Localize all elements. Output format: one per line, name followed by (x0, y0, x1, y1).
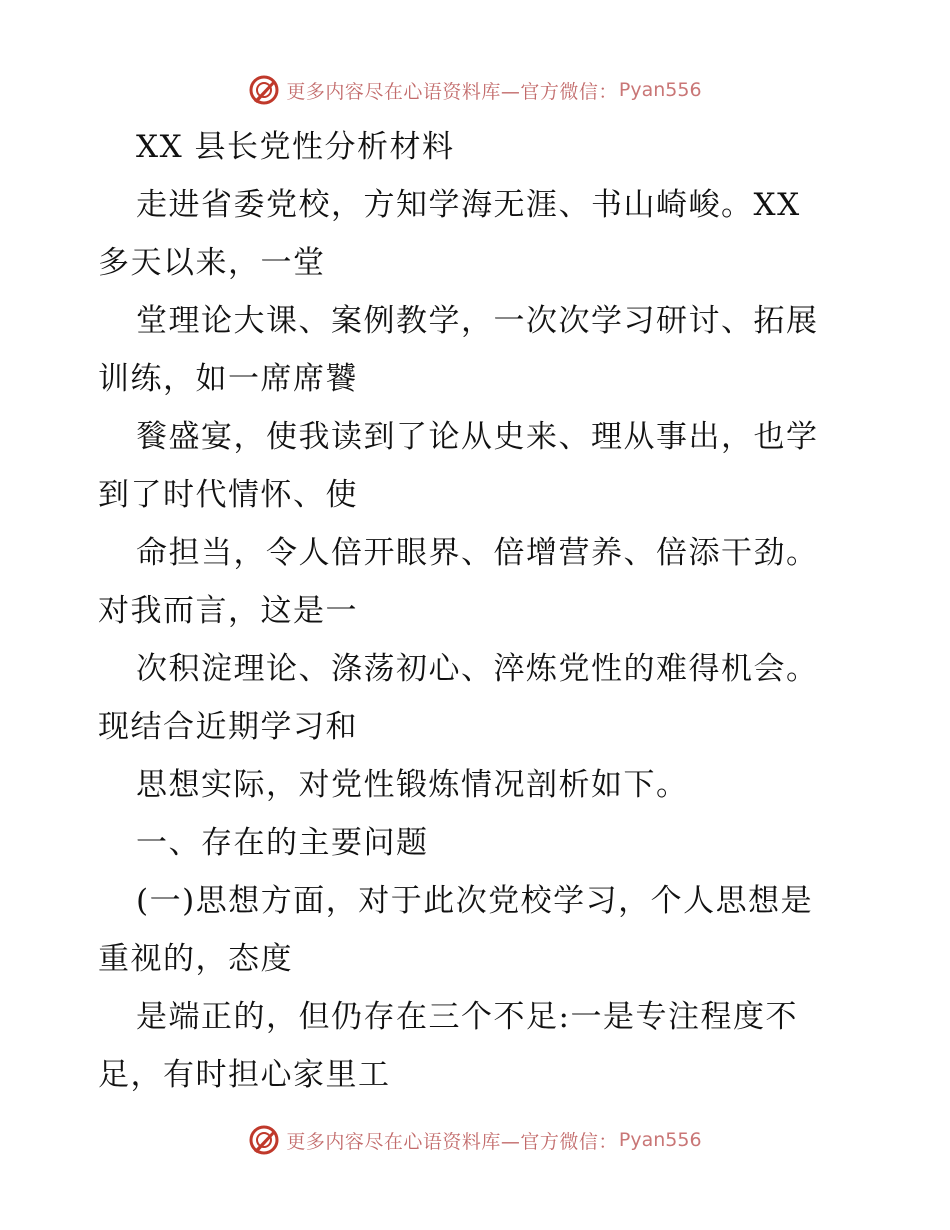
text-line: 一、存在的主要问题 (136, 825, 429, 861)
document-title: XX 县长党性分析材料 (136, 129, 455, 165)
text-line: 对我而言，这是一 (98, 593, 358, 629)
text-line: 足，有时担心家里工 (98, 1057, 391, 1093)
brand-logo-icon (248, 74, 280, 106)
watermark-text: 更多内容尽在心语资料库—官方微信： (286, 1130, 618, 1153)
text-line: 命担当，令人倍开眼界、倍增营养、倍添干劲。 (136, 535, 819, 571)
text-line: 重视的，态度 (98, 941, 293, 977)
text-line: 走进省委党校，方知学海无涯、书山崎峻。XX (136, 187, 801, 223)
text-line: 堂理论大课、案例教学，一次次学习研讨、拓展 (136, 303, 819, 339)
watermark-wechat-id: Pyan556 (618, 1129, 702, 1151)
footer-watermark (0, 1120, 950, 1160)
brand-logo-icon (248, 1124, 280, 1156)
document-body (98, 118, 858, 1104)
watermark-wechat-id: Pyan556 (618, 79, 702, 101)
text-line: 多天以来，一堂 (98, 245, 326, 281)
text-line: 次积淀理论、涤荡初心、淬炼党性的难得机会。 (136, 651, 819, 687)
text-line: 思想实际，对党性锻炼情况剖析如下。 (136, 767, 689, 803)
text-line: 现结合近期学习和 (98, 709, 358, 745)
text-line: (一)思想方面，对于此次党校学习，个人思想是 (136, 883, 814, 919)
text-line: 到了时代情怀、使 (98, 477, 358, 513)
text-line: 餮盛宴，使我读到了论从史来、理从事出，也学 (136, 419, 819, 455)
header-watermark (0, 70, 950, 110)
text-line: 训练，如一席席饕 (98, 361, 358, 397)
text-line: 是端正的，但仍存在三个不足:一是专注程度不 (136, 999, 798, 1035)
watermark-text: 更多内容尽在心语资料库—官方微信： (286, 80, 618, 103)
